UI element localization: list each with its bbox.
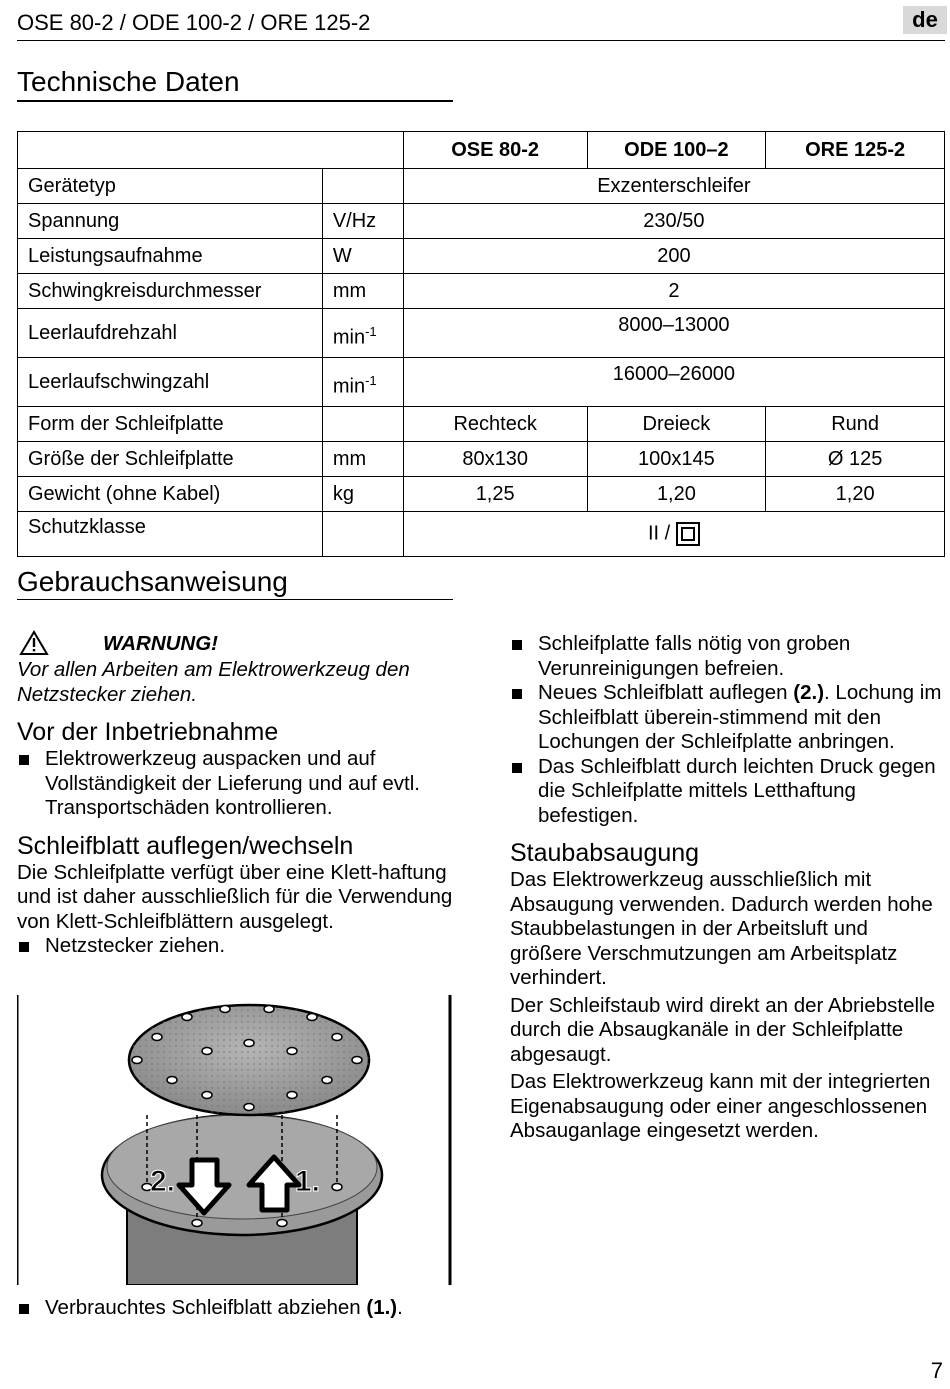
row-label: Gewicht (ohne Kabel)	[18, 477, 323, 512]
row-value	[403, 512, 944, 557]
spec-table	[17, 131, 945, 557]
section-rule	[17, 599, 453, 600]
row-unit: $\min^{-1}$	[322, 358, 403, 407]
row-value: Dreieck	[587, 407, 766, 442]
row-value: 2	[403, 274, 944, 309]
bullet-list	[510, 632, 945, 828]
dust-paragraph: Der Schleifstaub wird direkt an der Abriebstelle durch die Absaugkanäle in der Schleifplatte abgesaugt.	[510, 993, 936, 1066]
row-unit: mm	[322, 442, 403, 477]
row-unit	[322, 169, 403, 204]
table-row	[18, 358, 945, 407]
list-item: Neues Schleifblatt auflegen (2.). Lochung im Schleifblatt überein-stimmend mit den Lochungen der Schleifplatte anbringen.	[510, 681, 945, 755]
double-insulation-icon	[676, 522, 700, 546]
header-rule	[17, 40, 945, 41]
bullet-list	[17, 934, 457, 959]
language-badge: de	[903, 6, 947, 34]
row-value: 8000–13000	[403, 309, 944, 358]
row-unit: V/Hz	[322, 204, 403, 239]
row-unit: $\min^{-1}$	[322, 309, 403, 358]
row-value: Rechteck	[403, 407, 587, 442]
table-row	[18, 407, 945, 442]
left-column	[17, 630, 457, 959]
table-corner-cell	[18, 132, 404, 169]
subsection-title-sheet: Schleifblatt auflegen/wechseln	[17, 831, 354, 860]
table-row	[18, 309, 945, 358]
table-header-row	[18, 132, 945, 169]
figure-label-2: 2.	[150, 1165, 176, 1198]
row-value: Exzenterschleifer	[403, 169, 944, 204]
subsection-title-before: Vor der Inbetriebnahme	[17, 718, 279, 746]
row-unit: kg	[322, 477, 403, 512]
list-item: Das Schleifblatt durch leichten Druck gegen die Schleifplatte mittels Letthaftung befestigen.	[510, 755, 945, 829]
left-column-bottom	[17, 1296, 457, 1321]
row-value: 100x145	[587, 442, 766, 477]
row-label: Schwingkreisdurchmesser	[18, 274, 323, 309]
list-item: Elektrowerkzeug auspacken und auf Vollständigkeit der Lieferung und auf evtl. Transportschäden kontrollieren.	[17, 747, 457, 821]
row-value: 1,25	[403, 477, 587, 512]
row-value: Rund	[766, 407, 945, 442]
subsection-title-dust: Staubabsaugung	[510, 839, 700, 867]
warning-title: WARNUNG!	[103, 632, 219, 655]
row-value: 200	[403, 239, 944, 274]
model-header: OSE 80-2	[403, 132, 587, 169]
table-row	[18, 204, 945, 239]
row-value: 1,20	[766, 477, 945, 512]
section-title-use: Gebrauchsanweisung	[17, 566, 288, 597]
right-column	[510, 632, 945, 1144]
protection-class-text: II /	[647, 522, 671, 545]
list-item: Verbrauchtes Schleifblatt abziehen (1.).	[17, 1296, 457, 1321]
row-unit: mm	[322, 274, 403, 309]
model-header: ODE 100–2	[587, 132, 766, 169]
row-label: Größe der Schleifplatte	[18, 442, 323, 477]
table-row	[18, 442, 945, 477]
row-label: Form der Schleifplatte	[18, 407, 323, 442]
sheet-intro: Die Schleifplatte verfügt über eine Klett-haftung und ist daher ausschließlich für die Verwendung von Klett-Schleifblättern ausgelegt.	[17, 860, 453, 933]
row-unit: W	[322, 239, 403, 274]
table-row	[18, 239, 945, 274]
sanding-pad-illustration	[17, 995, 452, 1285]
list-item: Netzstecker ziehen.	[17, 934, 457, 959]
row-value: 16000–26000	[403, 358, 944, 407]
figure-label-1: 1.	[295, 1165, 321, 1198]
table-row	[18, 169, 945, 204]
row-value: 80x130	[403, 442, 587, 477]
bullet-list	[17, 747, 457, 821]
row-value: 230/50	[403, 204, 944, 239]
section-title-tech: Technische Daten	[17, 66, 240, 97]
header-model-line: OSE 80-2 / ODE 100-2 / ORE 125-2	[17, 10, 371, 35]
row-value: 1,20	[587, 477, 766, 512]
page-number: 7	[930, 1358, 943, 1383]
row-label: Leistungsaufnahme	[18, 239, 323, 274]
row-label: Schutzklasse	[18, 512, 323, 557]
warning-text: Vor allen Arbeiten am Elektrowerkzeug den Netzstecker ziehen.	[17, 658, 410, 706]
warning-triangle-icon	[19, 630, 49, 656]
sanding-pad-figure	[17, 995, 452, 1285]
list-item: Schleifplatte falls nötig von groben Verunreinigungen befreien.	[510, 632, 945, 681]
row-label: Leerlaufschwingzahl	[18, 358, 323, 407]
table-row	[18, 477, 945, 512]
model-header: ORE 125-2	[766, 132, 945, 169]
table-row	[18, 274, 945, 309]
dust-paragraph: Das Elektrowerkzeug ausschließlich mit Absaugung verwenden. Dadurch werden hohe Staubbelastungen in der Arbeitsluft und größere Verschmutzungen am Arbeitsplatz verhindert.	[510, 868, 933, 989]
row-label: Gerätetyp	[18, 169, 323, 204]
section-rule	[17, 100, 453, 102]
row-value: Ø 125	[766, 442, 945, 477]
row-unit	[322, 407, 403, 442]
bullet-list	[17, 1296, 457, 1321]
row-unit	[322, 512, 403, 557]
warning-heading	[17, 630, 457, 658]
row-label: Leerlaufdrehzahl	[18, 309, 323, 358]
table-row	[18, 512, 945, 557]
dust-paragraph: Das Elektrowerkzeug kann mit der integrierten Eigenabsaugung oder einer angeschlossenen Absauganlage eingesetzt werden.	[510, 1070, 931, 1142]
row-label: Spannung	[18, 204, 323, 239]
